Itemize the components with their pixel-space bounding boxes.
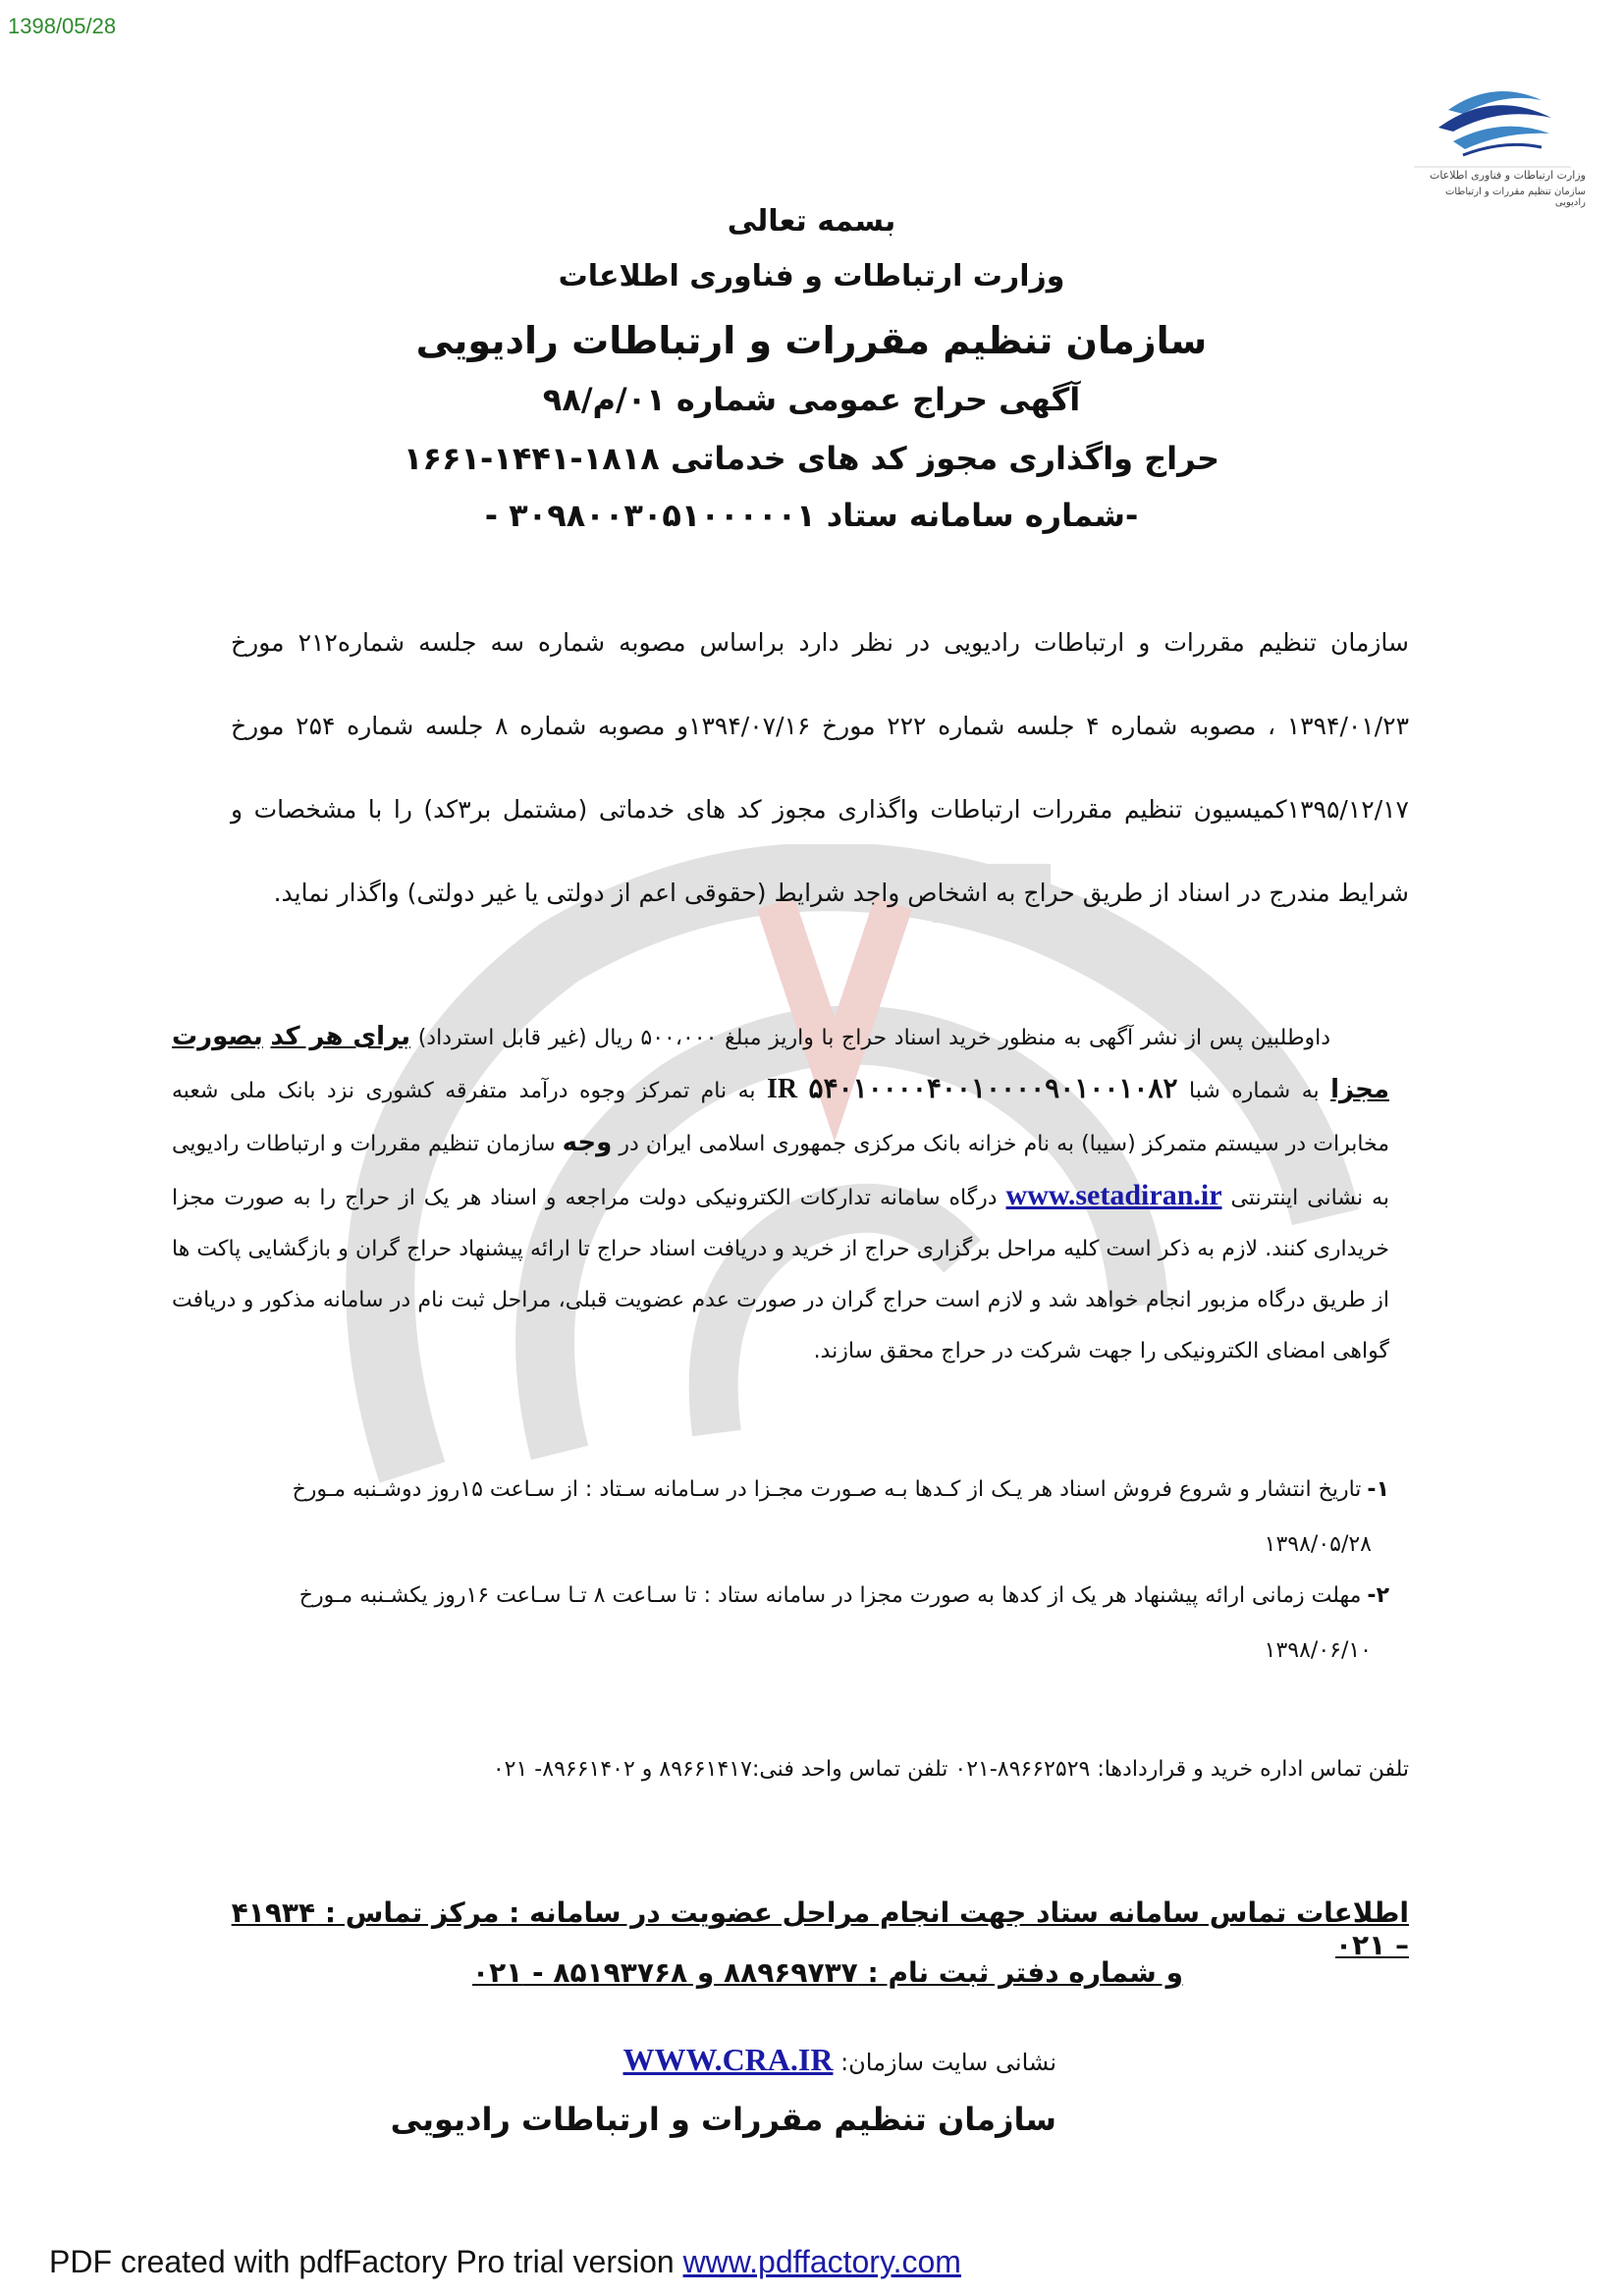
list-item-date: ۱۳۹۸/۰۵/۲۸ [1264, 1532, 1372, 1557]
organization-title: سازمان تنظیم مقررات و ارتباطات رادیویی [415, 319, 1208, 362]
signature-organization: سازمان تنظیم مقررات و ارتباطات رادیویی [390, 2101, 1056, 2138]
pdffactory-link[interactable]: www.pdffactory.com [682, 2244, 961, 2279]
site-row [295, 2042, 1056, 2078]
volunteers-text-4: سازمان تنظیم مقررات و ارتباطات رادیویی به نشانی اینترنتی [172, 1132, 1389, 1210]
setad-contact-line-2: و شماره دفتر ثبت نام : ۸۸۹۶۹۷۳۷ و ۸۵۱۹۳۷۶۸ - ۰۲۱ [472, 1956, 1183, 1989]
cra-site-link[interactable]: WWW.CRA.IR [622, 2042, 834, 2077]
volunteers-text-3: به نام تمرکز وجوه درآمد متفرقه کشوری نزد بانک ملی شعبه مخابرات در سیستم متمرکز (سیبا) به نام خزانه بانک مرکزی جمهوری اسلامی ایران در [172, 1079, 1390, 1156]
volunteers-bold-per-code: برای هر کد [270, 1022, 411, 1051]
iban-number: IR ۵۴۰۱۰۰۰۰۴۰۰۱۰۰۰۰۹۰۱۰۰۱۰۸۲ [766, 1074, 1178, 1104]
logo-line-1: وزارت ارتباطات و فناوری اطلاعات [1429, 169, 1586, 182]
notice-title: آگهی حراج عمومی شماره ۰۱/م/۹۸ [542, 381, 1081, 418]
footer-text: PDF created with pdfFactory Pro trial version [49, 2244, 683, 2279]
cra-logo [1394, 71, 1591, 208]
basmala: بسمه تعالی [727, 204, 896, 239]
volunteers-text-5: درگاه سامانه تدارکات الکترونیکی دولت مراجعه و اسناد هر یک از حراج را به صورت مجزا خریداری کنند. لازم به ذکر است کلیه مراحل برگزاری حراج از خرید و دریافت اسناد حراج تا ارائه پیشنهاد حراج گران و بازگشایی پاکت ها از طریق درگاه مزبور انجام خواهد شد و لازم است حراج گران در صورت عدم عضویت قبلی، مراحل ثبت نام در سامانه مذکور و دریافت گواهی امضای الکترونیکی را جهت شرکت در حراج محقق سازند. [172, 1186, 1389, 1363]
ministry-title: وزارت ارتباطات و فناوری اطلاعات [558, 259, 1065, 294]
volunteers-paragraph [172, 1011, 1389, 1377]
list-item-number: ۱- [1367, 1477, 1389, 1502]
list-item [172, 1569, 1389, 1679]
volunteers-bold-separately: بصورت مجزا [172, 1022, 1390, 1104]
list-item-text: مهلت زمانی ارائه پیشنهاد هر یک از کدها به صورت مجزا در سامانه ستاد : تا سـاعت ۸ تـا سـاعت ۱۶روز یکشـنبه مـورخ [298, 1583, 1362, 1608]
pdf-footer [49, 2244, 961, 2280]
logo-line-2: سازمان تنظیم مقررات و ارتباطات رادیویی [1444, 187, 1586, 208]
setad-contact-line-1: اطلاعات تماس سامانه ستاد جهت انجام مراحل عضویت در سامانه : مرکز تماس : ۴۱۹۳۴ – ۰۲۱ [231, 1896, 1409, 1961]
volunteers-text-1: داوطلبین پس از نشر آگهی به منظور خرید اسناد حراج با واریز مبلغ ۵۰۰،۰۰۰ ریال (غیر قابل استرداد) [410, 1026, 1331, 1050]
setad-number: -شماره سامانه ستاد ۳۰۹۸۰۰۳۰۵۱۰۰۰۰۰۱ - [484, 497, 1139, 534]
contact-phones: تلفن تماس اداره خرید و قراردادها: ۸۹۶۶۲۵۲۹-۰۲۱ تلفن تماس واحد فنی:۸۹۶۶۱۴۱۷ و ۸۹۶۶۱۴۰۲- ۰۲۱ [492, 1757, 1409, 1782]
list-item-text: تاریخ انتشار و شروع فروش اسناد هر یـک از کـدها بـه صـورت مجـزا در سـامانه سـتاد : از سـاعت ۱۵روز دوشـنبه مـورخ [292, 1477, 1362, 1502]
list-item [172, 1463, 1389, 1573]
volunteers-bold-wajh: وجه [562, 1128, 613, 1157]
auction-subject: حراج واگذاری مجوز کد های خدماتی ۱۸۱۸-۱۴۴۱-۱۶۶۱ [403, 440, 1220, 477]
site-label: نشانی سایت سازمان: [840, 2049, 1056, 2076]
setadiran-link[interactable]: www.setadiran.ir [1005, 1179, 1222, 1211]
date-stamp: 1398/05/28 [8, 14, 117, 38]
list-item-date: ۱۳۹۸/۰۶/۱۰ [1264, 1638, 1372, 1663]
intro-paragraph: سازمان تنظیم مقررات و ارتباطات رادیویی در نظر دارد براساس مصوبه شماره سه جلسه شماره۲۱۲ مورخ ۱۳۹۴/۰۱/۲۳ ، مصوبه شماره ۴ جلسه شماره ۲۲۲ مورخ ۱۳۹۴/۰۷/۱۶و مصوبه شماره ۸ جلسه شماره ۲۵۴ مورخ ۱۳۹۵/۱۲/۱۷کمیسیون تنظیم مقررات ارتباطات واگذاری مجوز کد های خدماتی (مشتمل بر۳کد) را با مشخصات و شرایط مندرج در اسناد از طریق حراج به اشخاص واجد شرایط (حقوقی اعم از دولتی یا غیر دولتی) واگذار نماید. [231, 628, 1410, 907]
list-item-number: ۲- [1367, 1583, 1389, 1608]
volunteers-text-2: به شماره شبا [1177, 1079, 1331, 1103]
